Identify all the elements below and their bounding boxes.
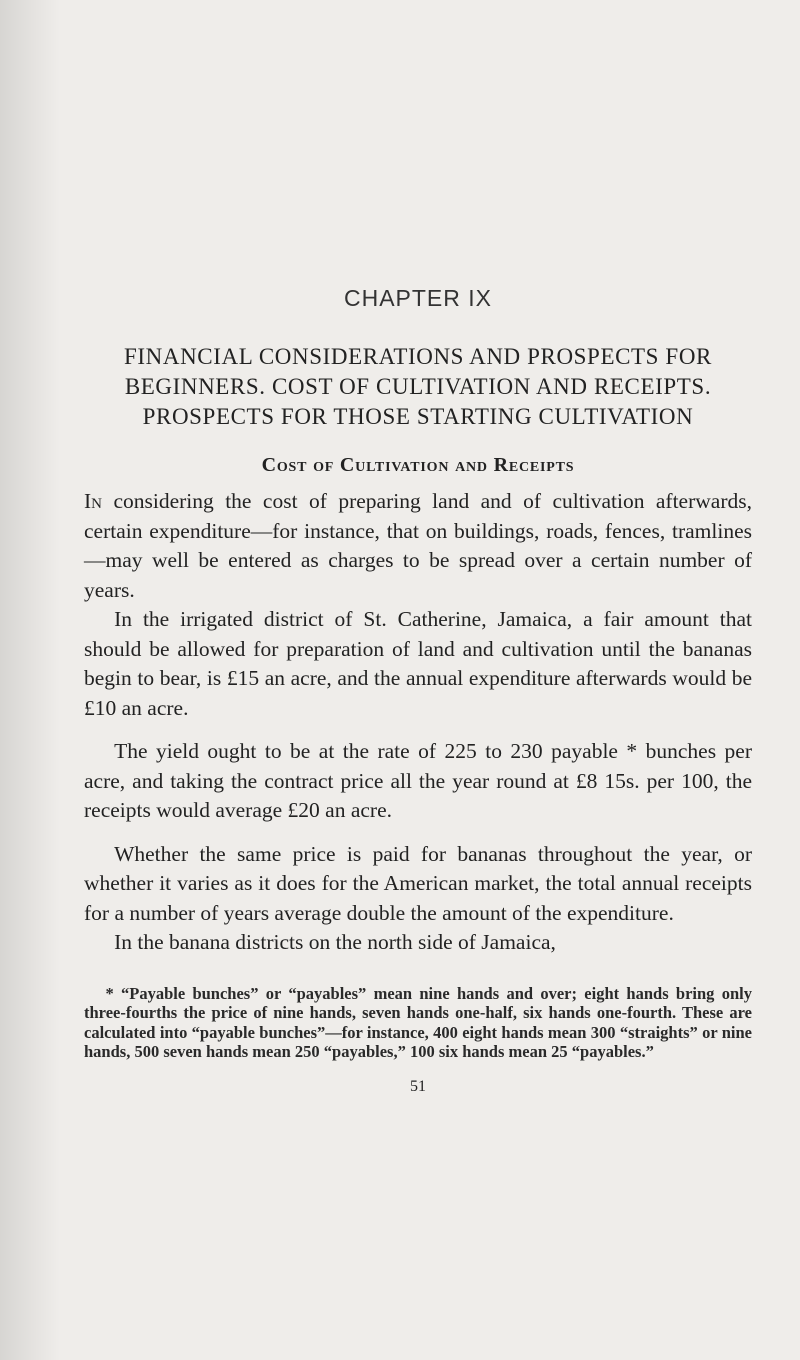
book-page xyxy=(84,285,752,1096)
paragraph-1-lead: In xyxy=(84,489,102,513)
paragraph-5: In the banana districts on the north side of Jamaica, xyxy=(114,930,556,954)
page-number: 51 xyxy=(410,1078,426,1095)
chapter-title: FINANCIAL CONSIDERATIONS AND PROSPECTS FOR BEGINNERS. COST OF CULTIVATION AND RECEIPTS. PROSPECTS FOR THOSE STARTING CULTIVATION xyxy=(124,344,712,429)
page-edge-shadow xyxy=(0,0,60,1360)
chapter-label: CHAPTER IX xyxy=(343,285,493,311)
footnote: * “Payable bunches” or “payables” mean nine hands and over; eight hands bring only three-fourths the price of nine hands, seven hands one-half, six hands one-fourth. These are calculated into “payable bunches”—for instance, 400 eight hands mean 300 “straights” or nine hands, 500 seven hands mean 250 “payables,” 100 six hands mean 25 “payables.” xyxy=(84,983,752,1061)
paragraph-1 xyxy=(84,487,752,605)
paragraph-1-text: considering the cost of preparing land and of cultivation afterwards, certain expenditure—for instance, that on buildings, roads, fences, tramlines—may well be entered as charges to be spread over a certain number of years. xyxy=(84,489,752,602)
paragraph-2: In the irrigated district of St. Catherine, Jamaica, a fair amount that should be allowed for preparation of land and cultivation until the bananas begin to bear, is £15 an acre, and the annual expenditure afterwards would be £10 an acre. xyxy=(84,607,752,720)
paragraph-4: Whether the same price is paid for bananas throughout the year, or whether it varies as it does for the American market, the total annual receipts for a number of years average double the amount of the expenditure. xyxy=(84,841,752,925)
paragraph-3: The yield ought to be at the rate of 225 to 230 payable * bunches per acre, and taking the contract price all the year round at £8 15s. per 100, the receipts would average £20 an acre. xyxy=(84,739,752,822)
section-heading: Cost of Cultivation and Receipts xyxy=(261,454,575,476)
